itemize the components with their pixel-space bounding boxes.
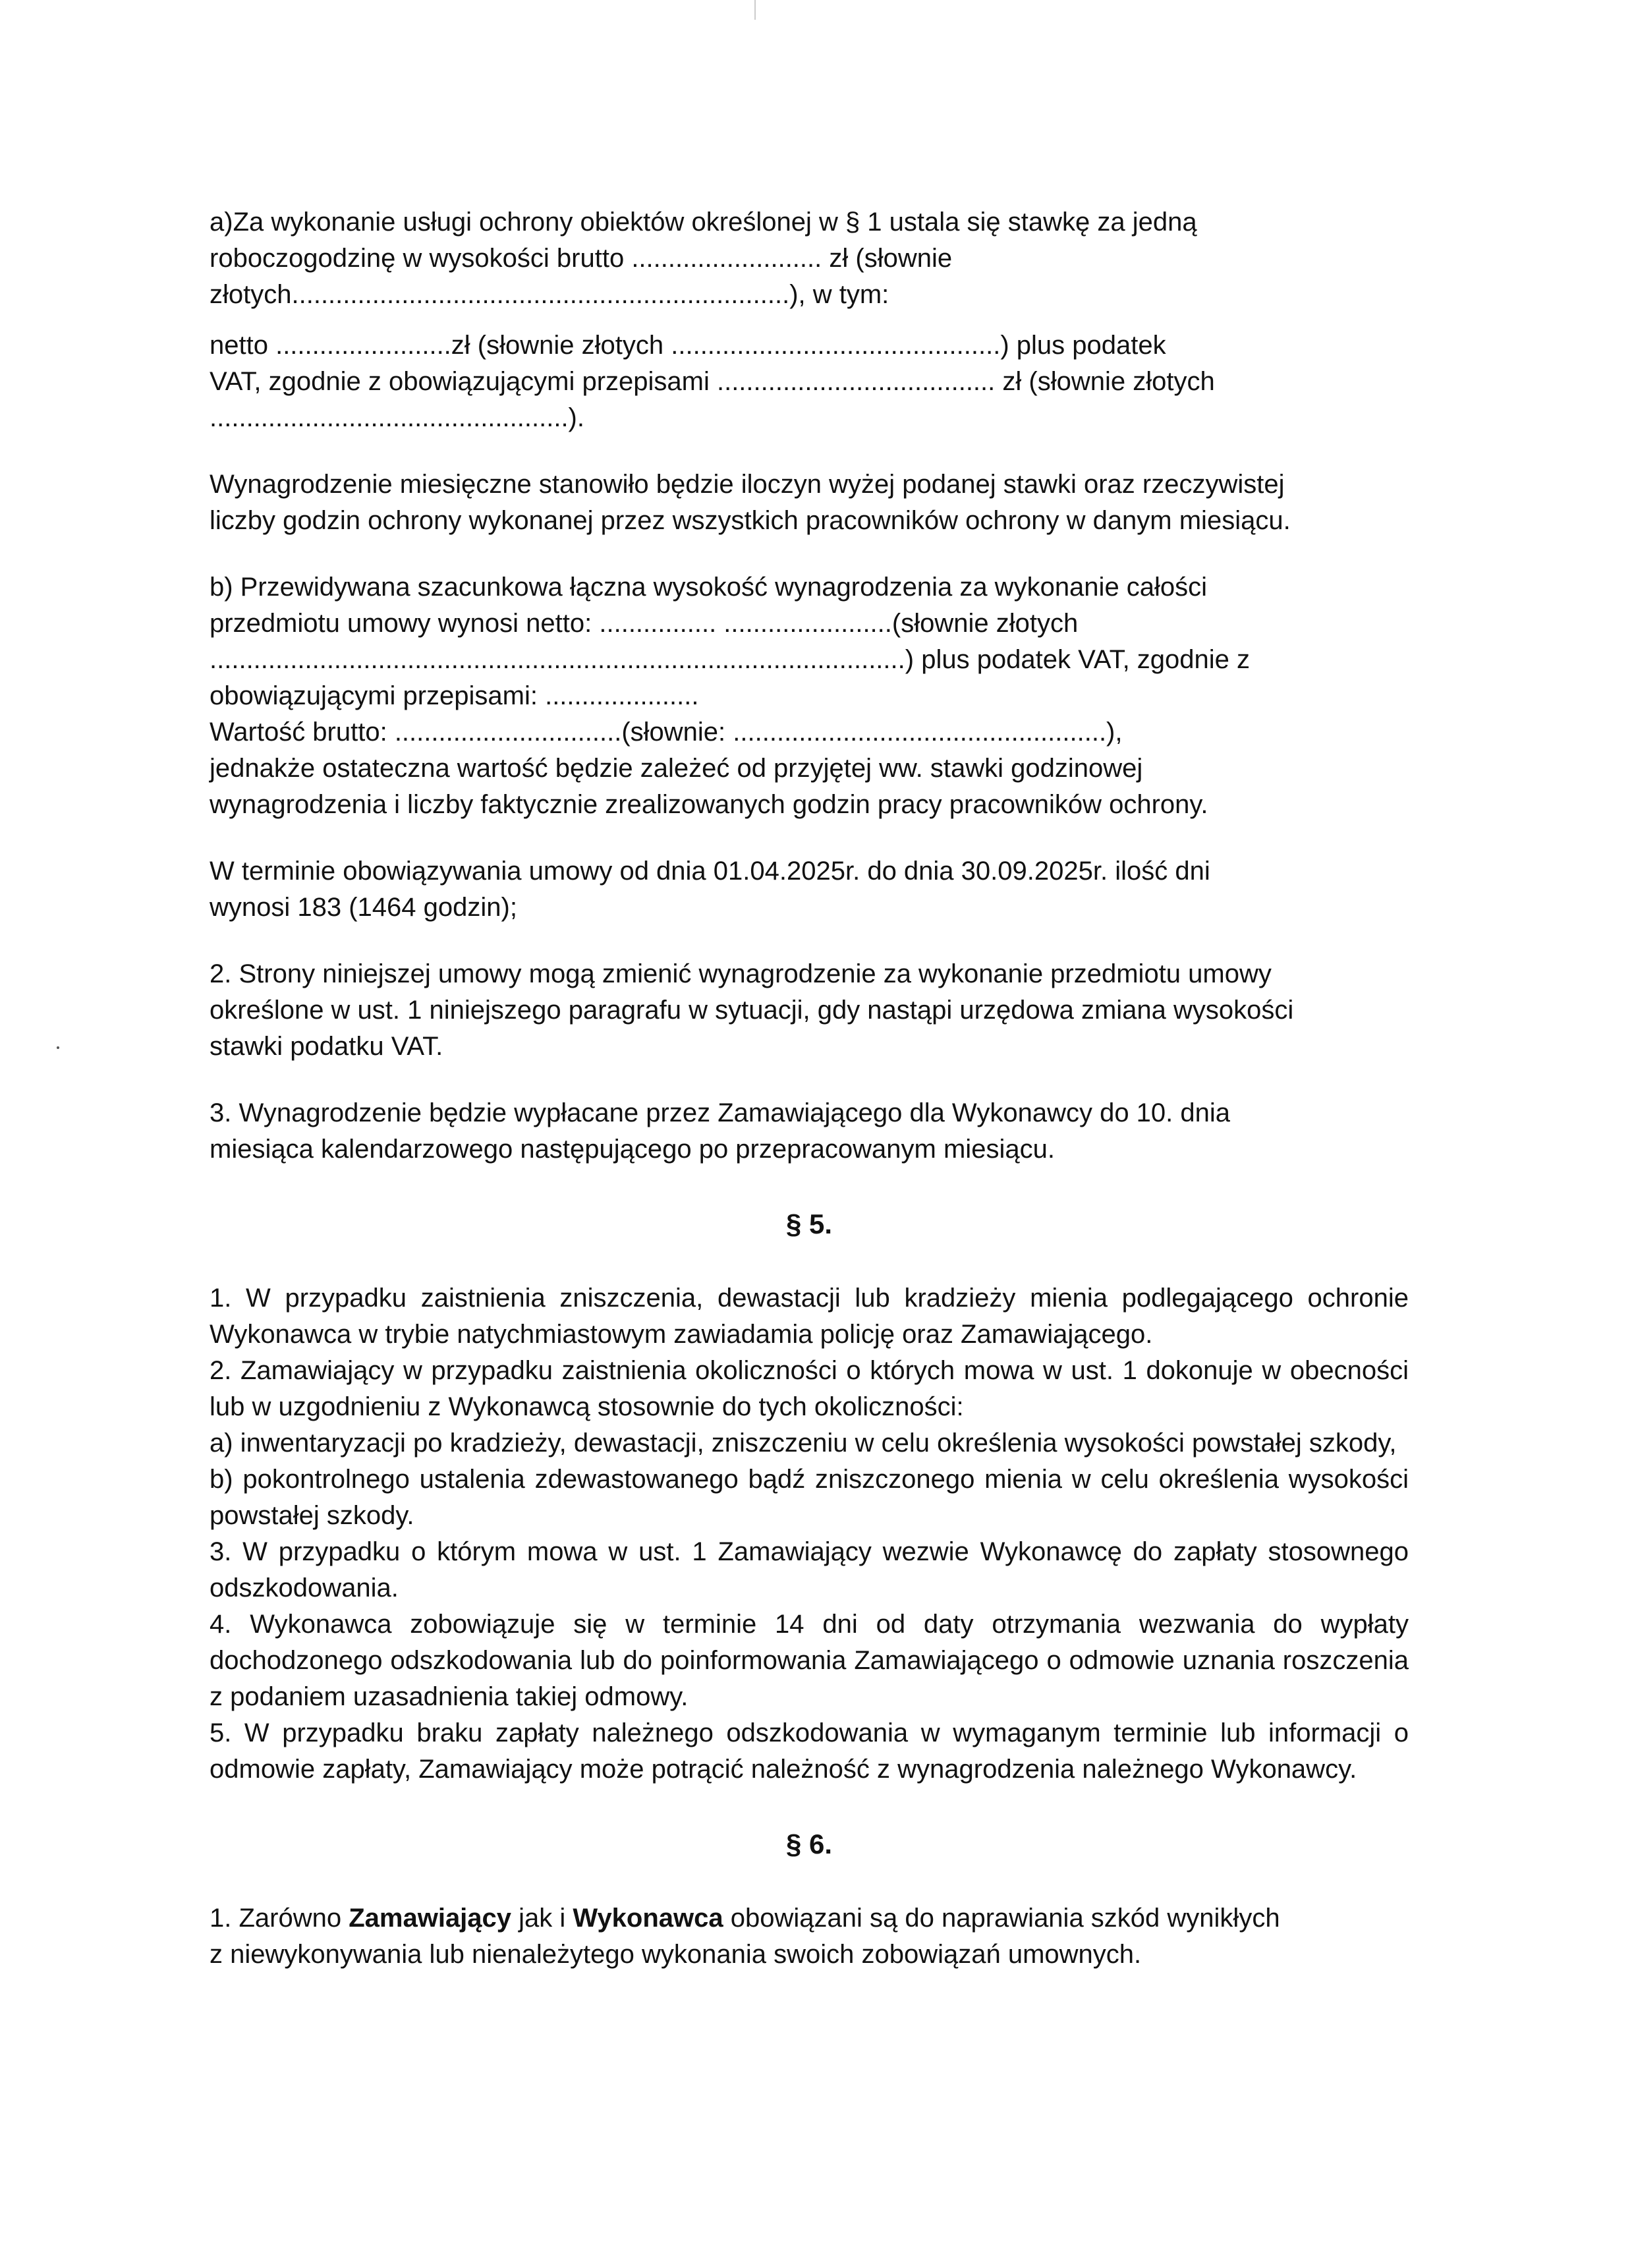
point-3-line-2: miesiąca kalendarzowego następującego po przepracowanym miesiącu. xyxy=(210,1135,1055,1164)
netto-line-1: netto ........................zł (słownie złotych .............................................) plus podatek xyxy=(210,331,1166,360)
section-5-item-1: 1. W przypadku zaistnienia zniszczenia, dewastacji lub kradzieży mienia podlegającego ochronie Wykonawca w trybie natychmiastowym zawiadamia policję oraz Zamawiającego. xyxy=(210,1284,1409,1349)
scan-mark-top xyxy=(754,0,756,20)
point-3-paragraph xyxy=(210,1095,1409,1168)
termin-line-2: wynosi 183 (1464 godzin); xyxy=(210,893,517,922)
netto-line-3: .................................................). xyxy=(210,403,584,432)
paragraph-b-line-1: b) Przewidywana szacunkowa łączna wysokość wynagrodzenia za wykonanie całości xyxy=(210,573,1208,602)
section-6-heading: § 6. xyxy=(785,1829,833,1859)
netto-line-2: VAT, zgodnie z obowiązującymi przepisami ...................................... zł (słownie złotych xyxy=(210,367,1215,396)
point-2-paragraph xyxy=(210,956,1409,1065)
point-2-line-2: określone w ust. 1 niniejszego paragrafu w sytuacji, gdy nastąpi urzędowa zmiana wysokości xyxy=(210,996,1294,1025)
party-wykonawca: Wykonawca xyxy=(573,1904,723,1933)
paragraph-a xyxy=(210,204,1409,313)
section-6-item-1-line-1 xyxy=(210,1900,1409,1937)
section-6-item-1-rest: obowiązani są do naprawiania szkód wynikłych xyxy=(723,1904,1280,1933)
wynagrodzenie-line-2: liczby godzin ochrony wykonanej przez wszystkich pracowników ochrony w danym miesiącu. xyxy=(210,506,1291,535)
paragraph-b-line-2: przedmiotu umowy wynosi netto: ................ .......................(słownie złotych xyxy=(210,609,1079,638)
paragraph-b-line-7: wynagrodzenia i liczby faktycznie zrealizowanych godzin pracy pracowników ochrony. xyxy=(210,790,1208,819)
section-5-item-a: a) inwentaryzacji po kradzieży, dewastacji, zniszczeniu w celu określenia wysokości powstałej szkody, xyxy=(210,1429,1397,1458)
wynagrodzenie-paragraph xyxy=(210,467,1409,539)
document-page xyxy=(210,204,1409,1973)
termin-paragraph xyxy=(210,853,1409,926)
section-5-item-5: 5. W przypadku braku zapłaty należnego odszkodowania w wymaganym terminie lub informacji o odmowie zapłaty, Zamawiający może potrącić należność z wynagrodzenia należnego Wykonawcy. xyxy=(210,1718,1409,1784)
paragraph-a-line-1: a)Za wykonanie usługi ochrony obiektów określonej w § 1 ustala się stawkę za jedną xyxy=(210,208,1197,237)
section-5-heading: § 5. xyxy=(785,1208,833,1239)
section-6-list xyxy=(210,1900,1409,1973)
party-zamawiajacy: Zamawiający xyxy=(349,1904,512,1933)
paragraph-a-line-3: złotych....................................................................), w tym: xyxy=(210,280,889,309)
point-3-line-1: 3. Wynagrodzenie będzie wypłacane przez Zamawiającego dla Wykonawcy do 10. dnia xyxy=(210,1098,1231,1127)
netto-paragraph xyxy=(210,327,1409,436)
section-6-item-1-mid: jak i xyxy=(511,1904,573,1933)
paragraph-b-line-3: ...............................................................................................) plus podatek VAT, zgodnie z xyxy=(210,645,1251,674)
paragraph-b-line-6: jednakże ostateczna wartość będzie zależeć od przyjętej ww. stawki godzinowej xyxy=(210,754,1143,783)
section-6-item-1-line-2: z niewykonywania lub nienależytego wykonania swoich zobowiązań umownych. xyxy=(210,1940,1142,1969)
section-5-item-2: 2. Zamawiający w przypadku zaistnienia okoliczności o których mowa w ust. 1 dokonuje w obecności lub w uzgodnieniu z Wykonawcą stosownie do tych okoliczności: xyxy=(210,1356,1409,1421)
paragraph-b xyxy=(210,569,1409,823)
section-5-item-b: b) pokontrolnego ustalenia zdewastowanego bądź zniszczonego mienia w celu określenia wysokości powstałej szkody. xyxy=(210,1465,1409,1530)
point-2-line-1: 2. Strony niniejszej umowy mogą zmienić wynagrodzenie za wykonanie przedmiotu umowy xyxy=(210,959,1272,988)
paragraph-b-line-5: Wartość brutto: ...............................(słownie: ...................................................), xyxy=(210,718,1123,747)
section-6-item-1-prefix: 1. Zarówno xyxy=(210,1904,349,1933)
section-5-item-3: 3. W przypadku o którym mowa w ust. 1 Zamawiający wezwie Wykonawcę do zapłaty stosownego odszkodowania. xyxy=(210,1537,1409,1602)
paragraph-b-line-4: obowiązującymi przepisami: ..................... xyxy=(210,681,699,710)
section-5-item-4: 4. Wykonawca zobowiązuje się w terminie 14 dni od daty otrzymania wezwania do wypłaty dochodzonego odszkodowania lub do poinformowania Zamawiającego o odmowie uznania roszczenia z podaniem uzasadnienia takiej odmowy. xyxy=(210,1610,1409,1711)
point-2-line-3: stawki podatku VAT. xyxy=(210,1032,443,1061)
paragraph-a-line-2: roboczogodzinę w wysokości brutto .......................... zł (słownie xyxy=(210,244,953,273)
wynagrodzenie-line-1: Wynagrodzenie miesięczne stanowiło będzie iloczyn wyżej podanej stawki oraz rzeczywistej xyxy=(210,470,1285,499)
termin-line-1: W terminie obowiązywania umowy od dnia 01.04.2025r. do dnia 30.09.2025r. ilość dni xyxy=(210,857,1210,886)
scan-speck xyxy=(57,1046,59,1049)
section-5-list xyxy=(210,1280,1409,1788)
